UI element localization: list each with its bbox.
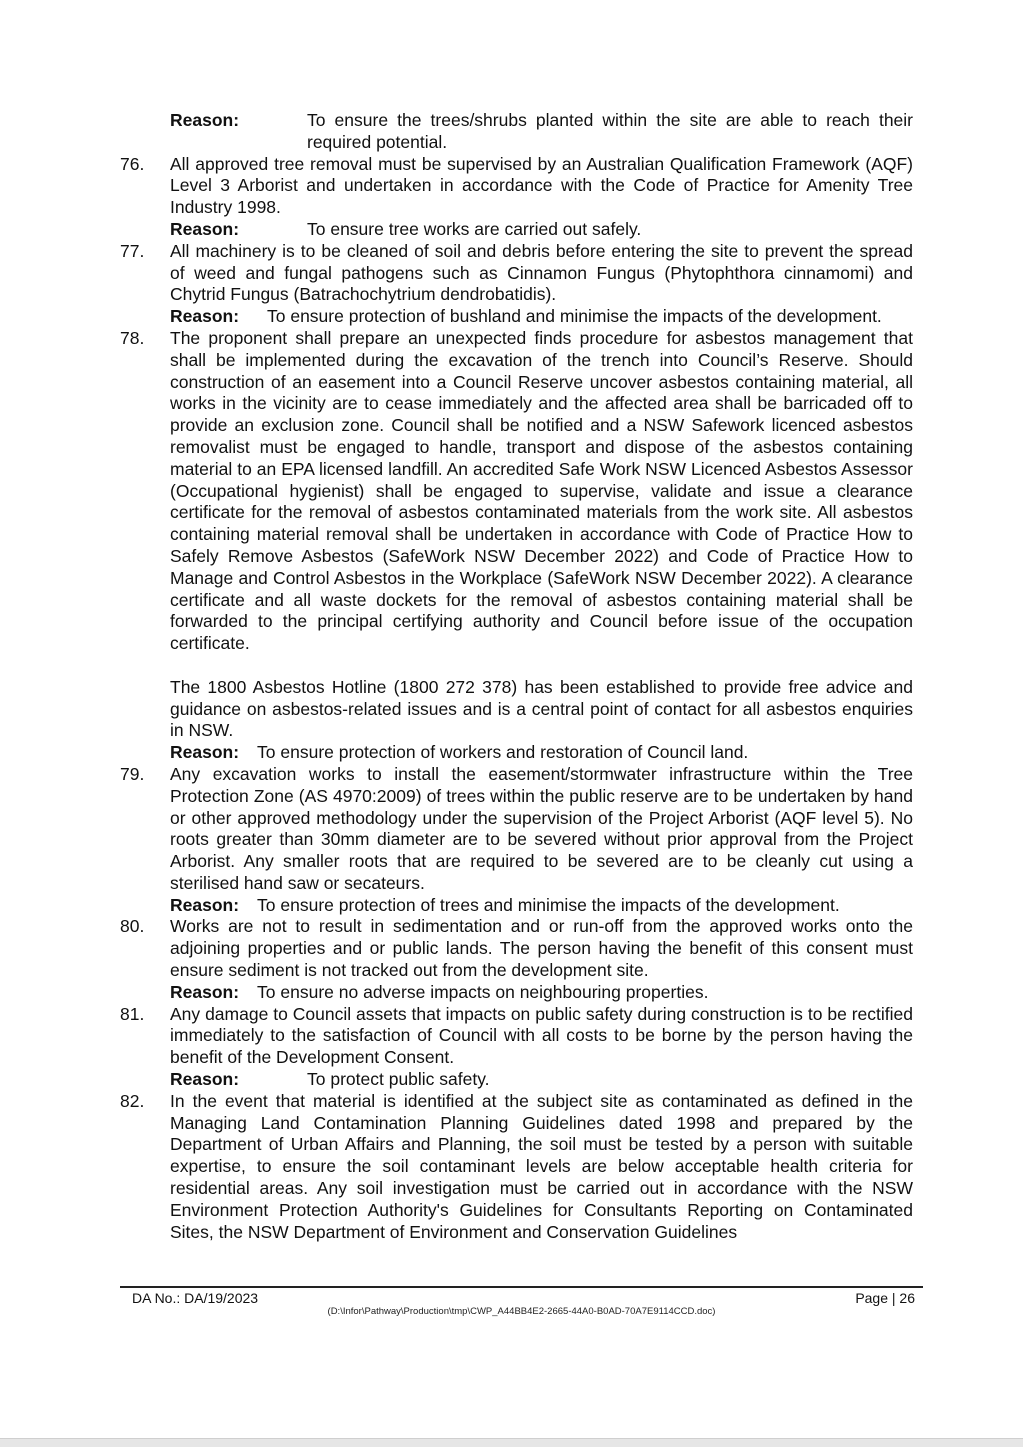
condition-number: 77. [120,240,145,261]
reason-text: To ensure protection of workers and restoration of Council land. [257,742,749,763]
reason-line [170,219,913,241]
da-number: DA No.: DA/19/2023 [132,1290,259,1306]
reason-line [170,895,913,917]
condition-text: Any excavation works to install the easement/stormwater infrastructure within the Tree Protection Zone (AS 4970:2009) of trees within the public reserve are to be undertaken by hand or other approved methodology under the supervision of the Project Arborist (AQF level 5). No roots greater than 30mm diameter are to be severed without prior approval from the Project Arborist. Any smaller roots that are required to be severed are to be cleanly cut using a sterilised hand saw or secateurs. [170,763,913,893]
condition-79 [120,764,913,917]
reason-text: To ensure the trees/shrubs planted within the site are able to reach their required potential. [307,110,913,152]
reason-label: Reason: [170,894,240,915]
file-path: (D:\Infor\Pathway\Production\tmp\CWP_A44BB4E2-2665-44A0-B0AD-70A7E9114CCD.doc) [327,1306,716,1317]
condition-number: 82. [120,1090,145,1111]
page-bottom-edge [0,1438,1023,1447]
condition-77 [120,241,913,328]
reason-line [170,742,913,764]
lead-reason [120,110,913,154]
reason-label: Reason: [170,1069,240,1090]
condition-82 [120,1091,913,1244]
reason-text: To ensure tree works are carried out safely. [307,218,642,239]
reason-label: Reason: [170,981,240,1002]
condition-number: 80. [120,916,145,937]
condition-number: 76. [120,153,145,174]
condition-text: Works are not to result in sedimentation and or run-off from the approved works onto the adjoining properties and or public lands. The person having the benefit of this consent must ensure sediment is not tracked out from the development site. [170,916,913,981]
reason-line [170,110,913,154]
reason-text: To ensure protection of trees and minimise the impacts of the development. [257,894,840,915]
reason-text: To ensure protection of bushland and minimise the impacts of the development. [267,306,882,327]
condition-number: 78. [120,327,145,348]
reason-text: To ensure no adverse impacts on neighbouring properties. [257,981,709,1002]
condition-text: All approved tree removal must be supervised by an Australian Qualification Framework (AQF) Level 3 Arborist and undertaken in accordance with the Code of Practice for Amenity Tree Industry 1998. [170,153,913,218]
reason-text: To protect public safety. [307,1069,490,1090]
reason-label: Reason: [170,306,240,327]
condition-81 [120,1004,913,1091]
reason-label: Reason: [170,110,240,130]
condition-text: The proponent shall prepare an unexpected finds procedure for asbestos management that shall be implemented during the excavation of the trench into Council’s Reserve. Should construction of an easement into a Council Reserve uncover asbestos containing material, all works in the vicinity are to cease immediately and the affected area shall be barricaded off to provide an exclusion zone. Council shall be notified and a NSW Safework licenced asbestos removalist must be engaged to handle, transport and dispose of the asbestos containing material to an EPA licensed landfill. An accredited Safe Work NSW Licenced Asbestos Assessor (Occupational hygienist) shall be engaged to supervise, validate and issue a clearance certificate for the removal of asbestos contaminated materials from the work site. All asbestos containing material removal shall be undertaken in accordance with Code of Practice How to Safely Remove Asbestos (SafeWork NSW December 2022) and Code of Practice How to Manage and Control Asbestos in the Workplace (SafeWork NSW December 2022). A clearance certificate and all waste dockets for the removal of asbestos containing material shall be forwarded to the principal certifying authority and Council before issue of the occupation certificate. [170,327,913,654]
reason-line [170,306,913,328]
reason-label: Reason: [170,742,240,763]
reason-label: Reason: [170,218,240,239]
page-number: Page | 26 [855,1290,915,1306]
condition-number: 81. [120,1003,145,1024]
condition-text: In the event that material is identified at the subject site as contaminated as defined in the Managing Land Contamination Planning Guidelines dated 1998 and prepared by the Department of Urban Affairs and Planning, the soil must be tested by a person with suitable expertise, to ensure the soil contaminant levels are below acceptable health criteria for residential areas. Any soil investigation must be carried out in accordance with the NSW Environment Protection Authority's Guidelines for Consultants Reporting on Contaminated Sites, the NSW Department of Environment and Conservation Guidelines [170,1090,913,1242]
condition-76 [120,154,913,241]
condition-text-hotline: The 1800 Asbestos Hotline (1800 272 378) has been established to provide free advice and guidance on asbestos-related issues and is a central point of contact for all asbestos enquiries in NSW. [170,676,913,741]
reason-line [170,1069,913,1091]
reason-line [170,982,913,1004]
condition-text: All machinery is to be cleaned of soil and debris before entering the site to prevent the spread of weed and fungal pathogens such as Cinnamon Fungus (Phytophthora cinnamomi) and Chytrid Fungus (Batrachochytrium dendrobatidis). [170,240,913,305]
condition-number: 79. [120,763,145,784]
conditions-body [120,110,913,1243]
condition-80 [120,916,913,1003]
footer-divider [120,1286,923,1288]
condition-78 [120,328,913,764]
condition-text: Any damage to Council assets that impacts on public safety during construction is to be rectified immediately to the satisfaction of Council with all costs to be borne by the person having the benefit of the Development Consent. [170,1003,913,1068]
